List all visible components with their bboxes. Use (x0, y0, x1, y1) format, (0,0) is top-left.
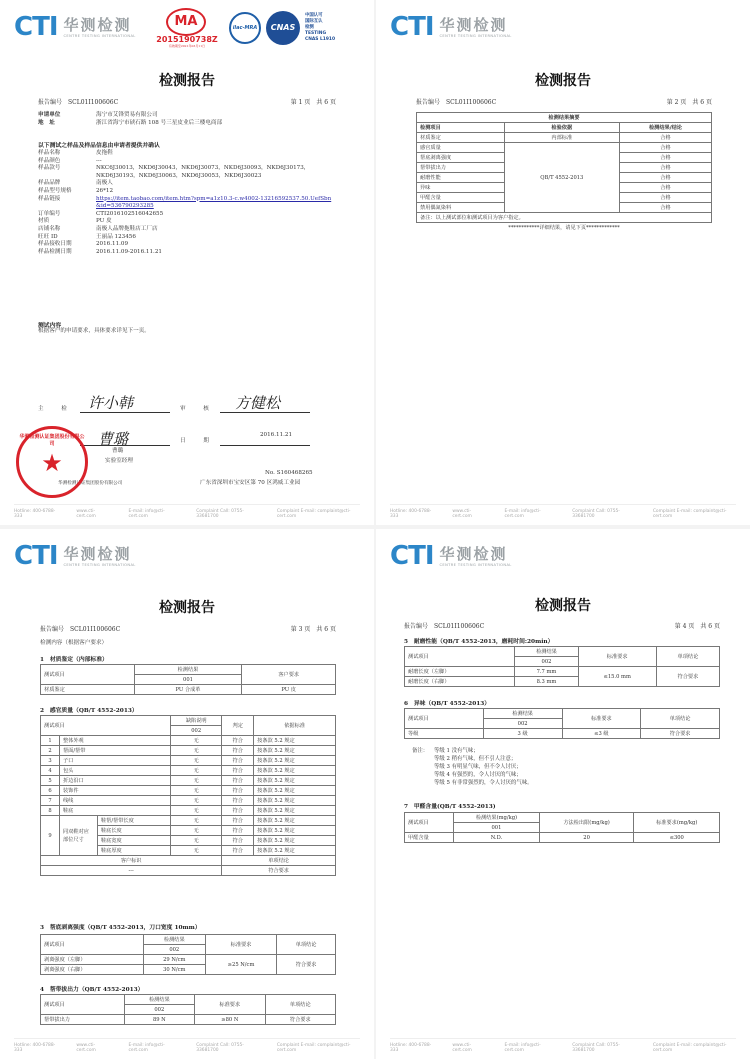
table-row (41, 746, 336, 756)
ilac-mra-icon: ilac-MRA (229, 12, 261, 44)
table-cell: 测试项目 (41, 716, 171, 736)
table-cell: 无 (171, 756, 222, 766)
cti-logo-mark: CTI (14, 12, 58, 42)
table-cell: 符合 (222, 836, 254, 846)
table-cell: 缺陷说明 (171, 716, 222, 726)
table-row (41, 685, 336, 695)
cma-seal-icon: MA (166, 8, 206, 36)
table-cell: 测试项目 (405, 813, 454, 833)
table-cell: 单项结论 (641, 709, 720, 729)
table-cell: 002 (171, 726, 222, 736)
sample-info-heading: 以下测试之样品及样品信息由申请者提供并确认 (38, 143, 160, 149)
table-cell: 符合 (222, 846, 254, 856)
table-cell: 装饰件 (59, 786, 170, 796)
table-cell: 鞋底厚度 (97, 846, 170, 856)
cti-logo-en: CENTRE TESTING INTERNATIONAL (63, 33, 136, 38)
table-cell: ≤300 (634, 833, 720, 843)
table-cell: 002 (483, 719, 562, 729)
table-cell: 包头 (59, 766, 170, 776)
cti-logo-en: CENTRE TESTING INTERNATIONAL (63, 562, 136, 567)
table-cell: 合格 (619, 173, 711, 183)
table-cell: 符合要求 (641, 729, 720, 739)
table-cell: 5 (41, 776, 60, 786)
report-page-3 (0, 529, 374, 1059)
table-cell: 感官质量 (417, 143, 505, 153)
signature-line (80, 412, 170, 413)
section-7-table (404, 812, 720, 843)
report-number: 报告编号 SCL01I100606C (416, 99, 497, 106)
table-cell: 合格 (619, 193, 711, 203)
table-cell: 折边沿口 (59, 776, 170, 786)
section-4-table (40, 994, 336, 1025)
table-cell: 8 (41, 806, 60, 816)
table-cell: 符合 (222, 806, 254, 816)
table-cell: 帮带拔出力 (41, 1015, 125, 1025)
table-cell: 按条款 5.2 规定 (254, 806, 336, 816)
company-stamp (16, 426, 88, 498)
cti-logo-mark: CTI (14, 541, 58, 571)
table-row (41, 806, 336, 816)
table-cell: 无 (171, 766, 222, 776)
table-cell: 符合 (222, 776, 254, 786)
company-stamp-text: 华测检测认证集团股份有限公司 (19, 434, 85, 447)
table-cell: 合格 (619, 133, 711, 143)
summary-table (416, 112, 712, 233)
cti-logo-mark: CTI (390, 541, 434, 571)
cti-logo-mark: CTI (390, 12, 434, 42)
page-footer: Hotline: 400-6788-333 www.cti-cert.com E-mail: info@cti-cert.com Complaint Call: 0755-33681700 Complaint E-mail: complaint@cti-cert.com (14, 504, 360, 519)
approver-title: 实验室经理 (105, 458, 133, 464)
table-cell: 客户要求 (242, 665, 336, 685)
table-cell: 合格 (619, 183, 711, 193)
page-footer: Hotline: 400-6788-333 www.cti-cert.com E-mail: info@cti-cert.com Complaint Call: 0755-33681700 Complaint E-mail: complaint@cti-cert.com (390, 504, 736, 519)
table-cell: ≥25 N/cm (205, 955, 276, 975)
table-cell: 帮底剥离强度 (417, 153, 505, 163)
table-cell: 30 N/cm (143, 965, 205, 975)
table-cell: 检测结果(mg/kg) (454, 813, 540, 823)
table-row (417, 133, 712, 143)
summary-title: 检测结果摘要 (417, 113, 712, 123)
table-cell: ≤15.0 mm (578, 667, 656, 687)
table-cell: 测试项目 (41, 935, 144, 955)
section-2-title: 2 感官质量（QB/T 4552-2013） (40, 708, 138, 714)
table-cell: 检测结果 (134, 665, 242, 675)
table-cell: 帮面/帮带 (59, 746, 170, 756)
table-cell: 20 (539, 833, 634, 843)
page-title: 检测报告 (535, 598, 591, 614)
summary-end-note: ************详细结果，请见下页************* (508, 225, 620, 232)
table-cell: 3 级 (483, 729, 562, 739)
cma-number: 2015190738Z (156, 35, 218, 44)
table-cell: 按条款 5.2 规定 (254, 796, 336, 806)
table-cell: 符合 (222, 796, 254, 806)
cti-logo (14, 543, 136, 569)
table-cell: 2 (41, 746, 60, 756)
table-cell: 无 (171, 746, 222, 756)
table-cell: 符合要求 (656, 667, 719, 687)
odor-remarks: 等级 1 没有气味； 等级 2 稍有气味，但不引人注意； 等级 3 有明显气味，但不令人讨厌； 等级 4 有强烈的，令人讨厌的气味； 等级 5 有非常强烈的，令人讨厌的气味。 (434, 748, 533, 786)
table-cell: 无 (171, 796, 222, 806)
table-cell: 依据标准 (254, 716, 336, 736)
table-cell: 002 (143, 945, 205, 955)
report-page-2 (376, 0, 750, 525)
cnas-text: 中国认可 国际互认 检测 TESTING CNAS L1910 (305, 13, 336, 42)
table-cell: 89 N (124, 1015, 194, 1025)
table-cell: 4 (41, 766, 60, 776)
table-cell: 9 (41, 816, 60, 856)
table-cell: 标准要求 (205, 935, 276, 955)
header-item: 检测项目 (417, 123, 505, 133)
table-cell: PU 皮 (242, 685, 336, 695)
table-cell: 异味 (417, 183, 505, 193)
table-row (41, 776, 336, 786)
table-cell: 帮带拔出力 (417, 163, 505, 173)
table-cell: 6 (41, 786, 60, 796)
table-cell: 子口 (59, 756, 170, 766)
page-footer: Hotline: 400-6788-333 www.cti-cert.com E-mail: info@cti-cert.com Complaint Call: 0755-33681700 Complaint E-mail: complaint@cti-cert.com (390, 1038, 736, 1053)
table-cell: 单项结论 (656, 647, 719, 667)
cti-logo (390, 543, 512, 569)
table-cell: 符合要求 (222, 866, 336, 876)
company-name: 华测检测认证集团股份有限公司 (58, 481, 123, 486)
header-result: 检测结果/结论 (619, 123, 711, 133)
table-cell: 符合 (222, 786, 254, 796)
table-cell: QB/T 4552-2013 (504, 143, 619, 213)
table-cell: 同双鞋对应部位尺寸 (59, 816, 97, 856)
report-number: 报告编号 SCL01I100606C (40, 626, 121, 633)
table-cell: 测试项目 (405, 647, 515, 667)
signature-line (80, 445, 170, 446)
table-cell: 无 (171, 826, 222, 836)
table-row (405, 729, 720, 739)
table-cell: 鞋底长度 (97, 826, 170, 836)
table-cell: 符合 (222, 826, 254, 836)
table-cell: 符合要求 (265, 1015, 335, 1025)
table-cell: 测试项目 (41, 995, 125, 1015)
table-cell: 材质鉴定 (417, 133, 505, 143)
page-title: 检测报告 (535, 73, 591, 89)
table-cell: 鞋帮/帮带长度 (97, 816, 170, 826)
table-cell: 测试项目 (405, 709, 484, 729)
table-cell: 合格 (619, 163, 711, 173)
section-3-table (40, 934, 336, 975)
table-cell: 甲醛含量 (417, 193, 505, 203)
header-basis: 检验依据 (504, 123, 619, 133)
table-cell: 按条款 5.2 规定 (254, 846, 336, 856)
table-cell: 合格 (619, 153, 711, 163)
table-cell: 7.7 mm (515, 667, 578, 677)
section-1-table (40, 664, 336, 695)
date-label: 日 期 (180, 438, 215, 444)
table-cell: 001 (454, 823, 540, 833)
table-row (41, 786, 336, 796)
table-cell: 合格 (619, 203, 711, 213)
table-cell: 标准要求 (195, 995, 265, 1015)
report-date: 2016.11.21 (260, 432, 293, 438)
table-cell: 检测结果 (143, 935, 205, 945)
cti-logo (14, 14, 136, 40)
table-row (41, 796, 336, 806)
test-content-text: 根据客户的申请要求，具体要求详见下一页。 (38, 328, 150, 334)
table-cell: 按条款 5.2 规定 (254, 786, 336, 796)
test-content-heading: 测试内容 (38, 323, 62, 329)
table-cell: 合格 (619, 143, 711, 153)
table-cell: 按条款 5.2 规定 (254, 766, 336, 776)
report-number: 报告编号 SCL01I100606C (38, 99, 119, 106)
chief-inspector-signature: 许小韩 (88, 394, 134, 412)
section-3-title: 3 帮底剥离强度（QB/T 4552-2013，刀口宽度 10mm） (40, 925, 201, 931)
signature-line (220, 445, 310, 446)
table-cell: 检测结果 (124, 995, 194, 1005)
table-cell: 线线 (59, 796, 170, 806)
table-cell: 符合 (222, 816, 254, 826)
table-cell: ≥80 N (195, 1015, 265, 1025)
star-icon: ★ (41, 449, 63, 477)
section-5-table (404, 646, 720, 687)
table-cell: 标准要求 (578, 647, 656, 667)
table-cell: ≤3 级 (562, 729, 641, 739)
table-cell: 符合 (222, 736, 254, 746)
table-cell: 客户标识 (41, 856, 222, 866)
cti-logo-cn: 华测检测 (439, 15, 508, 34)
certification-marks (150, 8, 335, 48)
table-cell: 鞋底 (59, 806, 170, 816)
table-cell: 标准要求(mg/kg) (634, 813, 720, 833)
cma-validity: 有效期至2021年03月11日 (168, 44, 206, 48)
table-cell: 3 (41, 756, 60, 766)
page-number: 第 1 页 共 6 页 (290, 99, 336, 106)
table-row (41, 766, 336, 776)
report-number: 报告编号 SCL01I100606C (404, 623, 485, 630)
table-cell: 002 (124, 1005, 194, 1015)
table-cell: 单项结论 (277, 935, 336, 955)
table-cell: 剥离强度（左脚） (41, 955, 144, 965)
table-cell: 判定 (222, 716, 254, 736)
approver-name: 曹璐 (112, 448, 124, 454)
cti-logo-cn: 华测检测 (439, 544, 508, 563)
table-cell: 按条款 5.2 规定 (254, 836, 336, 846)
table-cell: 7 (41, 796, 60, 806)
report-page-4 (376, 529, 750, 1059)
section-6-table (404, 708, 720, 739)
table-cell: 无 (171, 836, 222, 846)
table-cell: 等级 (405, 729, 484, 739)
page-number: 第 2 页 共 6 页 (666, 99, 712, 106)
table-cell: 8.3 mm (515, 677, 578, 687)
cnas-icon: CNAS (266, 11, 300, 45)
table-cell: 耐磨长度（右脚） (405, 677, 515, 687)
table-row (417, 143, 712, 153)
cti-logo-en: CENTRE TESTING INTERNATIONAL (439, 562, 512, 567)
table-cell: 剥离强度（右脚） (41, 965, 144, 975)
page-number: 第 3 页 共 6 页 (290, 626, 336, 633)
page-footer: Hotline: 400-6788-333 www.cti-cert.com E-mail: info@cti-cert.com Complaint Call: 0755-33681700 Complaint E-mail: complaint@cti-cert.com (14, 1038, 360, 1053)
table-cell: 耐磨性能 (417, 173, 505, 183)
section-6-title: 6 异味（QB/T 4552-2013） (404, 701, 491, 707)
table-cell: 按条款 5.2 规定 (254, 746, 336, 756)
table-cell: 单项结论 (265, 995, 335, 1015)
cti-logo-cn: 华测检测 (63, 544, 132, 563)
table-cell: 无 (171, 786, 222, 796)
table-cell: 符合 (222, 756, 254, 766)
table-cell: 符合要求 (277, 955, 336, 975)
table-row (41, 816, 336, 826)
table-cell: --- (41, 866, 222, 876)
table-row (41, 756, 336, 766)
table-cell: 材质鉴定 (41, 685, 135, 695)
page-title: 检测报告 (159, 73, 215, 89)
table-cell: 按条款 5.2 规定 (254, 776, 336, 786)
table-cell: 1 (41, 736, 60, 746)
section-4-title: 4 帮带拔出力（QB/T 4552-2013） (40, 987, 144, 993)
table-cell: 标准要求 (562, 709, 641, 729)
table-cell: 甲醛含量 (405, 833, 454, 843)
reviewer-label: 审 核 (180, 406, 215, 412)
section-2-table (40, 715, 336, 876)
approver-signature: 曹璐 (98, 430, 129, 448)
table-cell: 内部标准 (504, 133, 619, 143)
table-row (405, 667, 720, 677)
table-cell: 测试项目 (41, 665, 135, 685)
cma-seal (150, 8, 224, 48)
table-row (405, 833, 720, 843)
table-cell: 按条款 5.2 规定 (254, 816, 336, 826)
table-row (41, 736, 336, 746)
cti-logo-cn: 华测检测 (63, 15, 132, 34)
table-cell: 按条款 5.2 规定 (254, 756, 336, 766)
applicant-block: 申请单位 海宁市艾锋贸易有限公司 地 址 浙江省海宁市硖石路 108 号三星皮业后三楼电商部 (38, 112, 223, 126)
page-number: 第 4 页 共 6 页 (674, 623, 720, 630)
odor-remark-label: 备注： (412, 748, 429, 754)
table-row (41, 955, 336, 965)
table-cell: 按条款 5.2 规定 (254, 736, 336, 746)
sample-link[interactable]: https://item.taobao.com/item.htm?spm=a1z10.3-c.w4002-13216592537.50.UefSbn&id=536790293285 (96, 195, 332, 210)
cti-logo-en: CENTRE TESTING INTERNATIONAL (439, 33, 512, 38)
table-cell: 无 (171, 846, 222, 856)
table-cell: 耐磨长度（左脚） (405, 667, 515, 677)
table-cell: 无 (171, 806, 222, 816)
reviewer-signature: 方健松 (235, 394, 281, 412)
table-cell: 方法检出限(mg/kg) (539, 813, 634, 833)
test-intro: 检测内容（根据客户要求） (40, 640, 108, 646)
summary-remark: 备注：以上测试部位和测试项目为客户指定。 (417, 213, 712, 223)
table-row (41, 1015, 336, 1025)
table-cell: 单项结论 (222, 856, 336, 866)
table-cell: 检测结果 (515, 647, 578, 657)
table-cell: 整体外观 (59, 736, 170, 746)
table-cell: 符合 (222, 766, 254, 776)
table-cell: 鞋底宽度 (97, 836, 170, 846)
page-title: 检测报告 (159, 600, 215, 616)
table-cell: 按条款 5.2 规定 (254, 826, 336, 836)
section-5-title: 5 耐磨性能（QB/T 4552-2013，磨耗时间:20min） (404, 639, 554, 645)
table-cell: N.D. (454, 833, 540, 843)
chief-inspector-label: 主 检 (38, 406, 73, 412)
table-cell: 29 N/cm (143, 955, 205, 965)
table-cell: 无 (171, 736, 222, 746)
signature-line (220, 412, 310, 413)
table-cell: 无 (171, 816, 222, 826)
cti-logo (390, 14, 512, 40)
report-page-1 (0, 0, 374, 525)
lab-address: 广东省深圳市宝安区第 70 区鸿威工业园 (200, 480, 301, 486)
table-cell: 002 (515, 657, 578, 667)
section-7-title: 7 甲醛含量(QB/T 4552-2013) (404, 804, 496, 810)
report-serial: No. S160468265 (265, 470, 313, 476)
section-1-title: 1 材质鉴定（内部标准） (40, 657, 108, 663)
table-cell: 禁用偶氮染料 (417, 203, 505, 213)
sample-info-list: 样品名称 皮拖鞋 样品颜色 --- 样品款号 NKC6J30013，NKD6J30043，NKD6J30073，NKD6J30093，NKD6J30173，NKD6J30193，NKD6J30063，NKD6J30053，NKD6J30023 样品品牌 南极人 样品型号规格 26*12 样品链接 https://item.taobao.com/item.htm?spm=a1z10.3-c.w4002-13216592537.50.UefSbn&id=536790293285 订单编号 CTI2016102516042655 材质 PU 皮 店铺名称 南极人品牌拖鞋店工厂店 旺旺 ID 王丽品 123456 样品接收日期 2016.11.09 样品检测日期 2016.11.09-2016.11.21 (38, 150, 358, 256)
table-cell: PU 合成革 (134, 685, 242, 695)
table-cell: 检测结果 (483, 709, 562, 719)
table-cell: 001 (134, 675, 242, 685)
table-cell: 无 (171, 776, 222, 786)
table-cell: 符合 (222, 746, 254, 756)
